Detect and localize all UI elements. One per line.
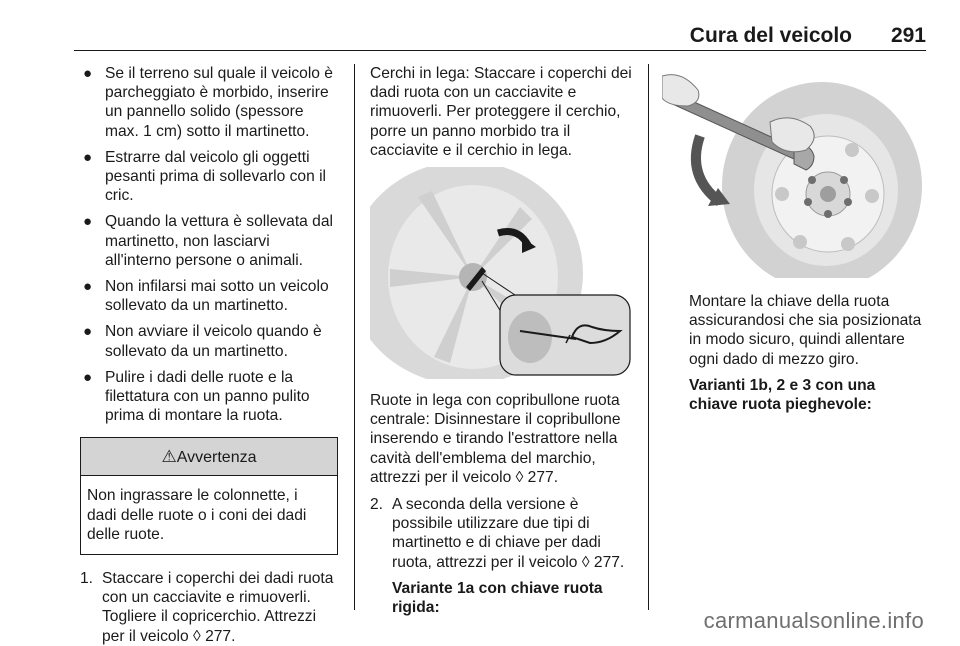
column-left — [80, 64, 340, 646]
step-number: 1. — [80, 570, 94, 588]
watermark-text: carmanualsonline.info — [703, 608, 924, 633]
column-right — [662, 66, 926, 421]
bullet-icon: ● — [83, 278, 93, 296]
column-middle — [370, 64, 634, 624]
bullet-icon: ● — [83, 213, 93, 231]
figure-caption: Ruote in lega con copribullone ruota centrale: Disinnestare il copribullone inserendo e tirando l'estrattore nella cavità dell'emblema del marchio, attrezzi per il veicolo ◊ 277. — [370, 392, 621, 486]
step-number: 2. — [370, 496, 384, 514]
bullet-icon: ● — [83, 368, 93, 386]
wheel-wrench-illustration — [662, 66, 926, 278]
bullet-icon: ● — [83, 323, 93, 341]
safety-bullet-list — [80, 64, 340, 425]
wrench-caption: Montare la chiave della ruota assicurandosi che sia posizionata in modo sicuro, quindi allentare ogni dado di mezzo giro. — [689, 293, 922, 368]
bullet-icon: ● — [83, 65, 93, 82]
list-item: ● Non infilarsi mai sotto un veicolo sollevato da un martinetto. — [83, 278, 329, 315]
page-reference: 277. — [205, 627, 236, 645]
column-divider — [648, 64, 649, 610]
warning-box — [80, 437, 338, 555]
reference-icon: ◊ — [581, 553, 590, 571]
warning-triangle-icon: ⚠ — [161, 447, 177, 467]
step-item-2 — [370, 495, 634, 617]
warning-text: Non ingrassare le colonnette, i dadi delle ruote o i coni dei dadi delle ruote. — [87, 487, 307, 543]
page-header — [74, 22, 926, 51]
variant-heading: Variante 1a con chiave ruota rigida: — [392, 579, 603, 617]
reference-icon: ◊ — [193, 627, 201, 645]
step-text: A seconda della versione è possibile utilizzare due tipi di martinetto e di chiave per dadi ruota, attrezzi per il veicolo — [392, 496, 601, 571]
warning-title: Avvertenza — [176, 449, 257, 467]
alloy-wheel-cap-illustration — [370, 167, 634, 379]
list-item: ● Quando la vettura è sollevata dal martinetto, non lasciarvi all'interno persone o animali. — [83, 213, 333, 269]
step-text: Staccare i coperchi dei dadi ruota con un cacciavite e rimuoverli. Togliere il copricerchio. Attrezzi per il veicolo — [102, 570, 334, 645]
reference-icon: ◊ — [515, 468, 524, 486]
list-item: ● Se il terreno sul quale il veicolo è parcheggiato è morbido, inserire un pannello solido (spessore max. 1 cm) sotto il martinetto. — [83, 65, 333, 140]
page-reference: 277. — [527, 468, 559, 486]
steps-list — [80, 569, 340, 646]
page-reference: 277. — [593, 553, 625, 571]
list-item: ● Pulire i dadi delle ruote e la filettatura con un panno pulito prima di montare la ruota. — [83, 368, 310, 425]
list-item: ● Non avviare il veicolo quando è sollevato da un martinetto. — [83, 323, 322, 360]
page-number: 291 — [890, 24, 926, 47]
bullet-icon: ● — [83, 148, 93, 166]
list-item: ● Estrarre dal veicolo gli oggetti pesanti prima di sollevarlo con il cric. — [83, 148, 327, 205]
step-item-1 — [80, 569, 340, 646]
column-divider — [354, 64, 355, 610]
warning-header — [81, 438, 337, 476]
page-title: Cura del veicolo — [689, 24, 852, 47]
variant-heading: Varianti 1b, 2 e 3 con una chiave ruota pieghevole: — [689, 376, 876, 414]
steps-list — [370, 495, 634, 617]
alloy-rim-paragraph: Cerchi in lega: Staccare i coperchi dei dadi ruota con un cacciavite e rimuoverli. Per proteggere il cerchio, porre un panno morbido tra il cacciavite e il cerchio in lega. — [370, 65, 632, 159]
